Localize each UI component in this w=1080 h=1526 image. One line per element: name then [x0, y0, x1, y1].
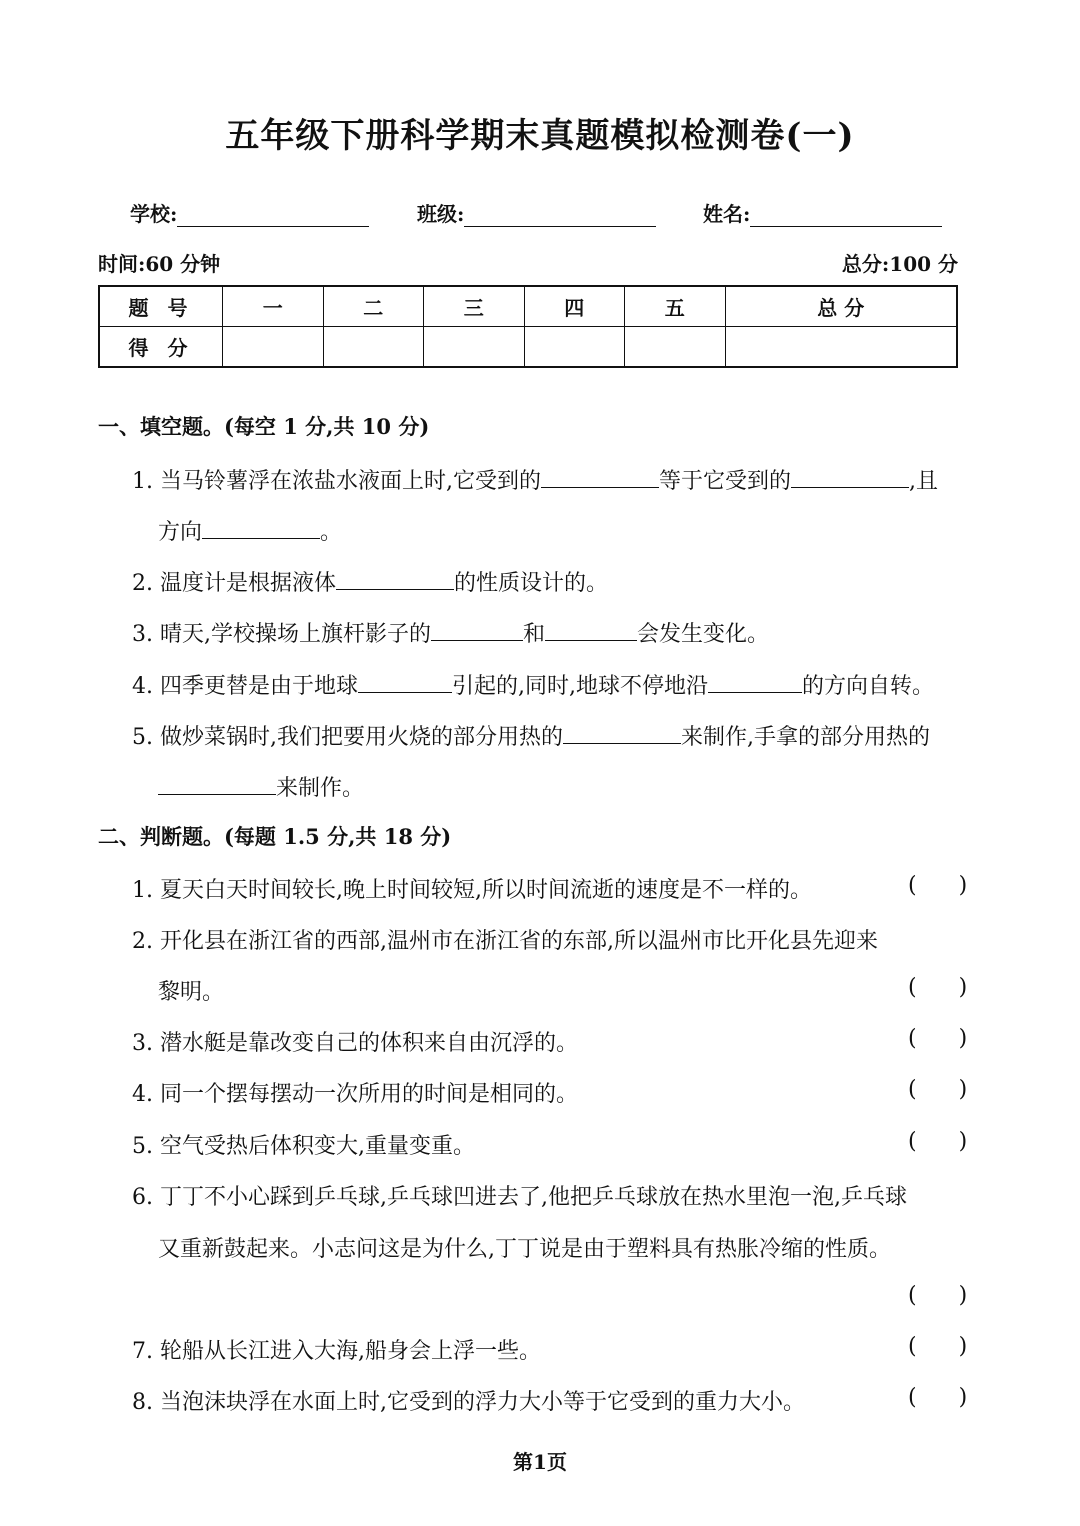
question-text: 的性质设计的。	[453, 571, 608, 596]
header-cell: 三	[424, 286, 525, 327]
question-text: 2. 温度计是根据液体	[132, 571, 336, 596]
class-input-line[interactable]	[464, 208, 656, 227]
answer-parentheses[interactable]	[908, 1283, 967, 1308]
fill-question-3	[132, 617, 769, 648]
score-row-label: 得 分	[99, 327, 223, 368]
paren-open: (	[908, 873, 917, 898]
question-text: 。	[320, 520, 343, 545]
header-cell: 总 分	[725, 286, 957, 327]
judge-question-8: 8. 当泡沫块浮在水面上时,它受到的浮力大小等于它受到的重力大小。	[132, 1390, 805, 1415]
judge-question-4: 4. 同一个摆每摆动一次所用的时间是相同的。	[132, 1082, 578, 1107]
question-text: 来制作,手拿的部分用热的	[680, 725, 930, 750]
paren-open: (	[908, 1283, 917, 1308]
paren-close: )	[958, 1077, 968, 1102]
answer-parentheses[interactable]	[908, 1026, 967, 1051]
fill-question-1	[132, 464, 938, 495]
answer-parentheses[interactable]	[908, 975, 967, 1000]
header-cell: 题 号	[99, 286, 223, 327]
answer-blank[interactable]	[336, 569, 454, 590]
judge-question-7: 7. 轮船从长江进入大海,船身会上浮一些。	[132, 1339, 541, 1364]
paren-close: )	[958, 1385, 968, 1410]
fill-question-2	[132, 566, 608, 597]
judge-question-2: 2. 开化县在浙江省的西部,温州市在浙江省的东部,所以温州市比开化县先迎来	[132, 929, 878, 954]
fill-question-4	[132, 669, 934, 700]
question-text: 4. 四季更替是由于地球	[132, 674, 358, 699]
score-cell[interactable]	[625, 327, 726, 368]
answer-blank[interactable]	[202, 518, 320, 539]
score-cell[interactable]	[725, 327, 957, 368]
name-field	[703, 198, 942, 227]
score-table-score-row	[99, 327, 957, 368]
header-cell: 一	[223, 286, 324, 327]
judge-question-1: 1. 夏天白天时间较长,晚上时间较短,所以时间流逝的速度是不一样的。	[132, 878, 812, 903]
score-cell[interactable]	[424, 327, 525, 368]
paren-close: )	[958, 975, 968, 1000]
fill-question-5-continued	[158, 771, 364, 802]
school-input-line[interactable]	[177, 208, 369, 227]
school-field	[130, 198, 369, 227]
section2-heading: 二、判断题。(每题 1.5 分,共 18 分)	[98, 824, 452, 849]
paren-open: (	[908, 975, 917, 1000]
question-text: 5. 做炒菜锅时,我们把要用火烧的部分用热的	[132, 725, 563, 750]
paren-close: )	[958, 1283, 968, 1308]
answer-blank[interactable]	[358, 672, 452, 693]
score-cell[interactable]	[524, 327, 625, 368]
answer-parentheses[interactable]	[908, 1385, 967, 1410]
paren-open: (	[908, 1385, 917, 1410]
question-text: 3. 晴天,学校操场上旗杆影子的	[132, 622, 431, 647]
answer-parentheses[interactable]	[908, 1077, 967, 1102]
class-label: 班级:	[417, 202, 465, 226]
paren-open: (	[908, 1077, 917, 1102]
paren-close: )	[958, 1129, 968, 1154]
score-table-header-row	[99, 286, 957, 327]
answer-blank[interactable]	[563, 723, 681, 744]
header-cell: 四	[524, 286, 625, 327]
question-text: 等于它受到的	[658, 469, 791, 494]
judge-question-6-continued: 又重新鼓起来。小志问这是为什么,丁丁说是由于塑料具有热胀冷缩的性质。	[158, 1237, 891, 1262]
answer-blank[interactable]	[791, 467, 909, 488]
paren-open: (	[908, 1026, 917, 1051]
question-text: 方向	[158, 520, 203, 545]
header-cell: 五	[625, 286, 726, 327]
judge-question-3: 3. 潜水艇是靠改变自己的体积来自由沉浮的。	[132, 1031, 578, 1056]
name-label: 姓名:	[703, 202, 751, 226]
section1-heading: 一、填空题。(每空 1 分,共 10 分)	[98, 414, 430, 439]
header-cell: 二	[323, 286, 424, 327]
judge-question-5: 5. 空气受热后体积变大,重量变重。	[132, 1134, 475, 1159]
answer-blank[interactable]	[431, 620, 523, 641]
exam-total-score: 总分:100 分	[841, 252, 958, 276]
question-text: 和	[522, 622, 545, 647]
class-field	[417, 198, 656, 227]
school-label: 学校:	[130, 202, 178, 226]
exam-time: 时间:60 分钟	[98, 252, 221, 276]
question-text: 的方向自转。	[801, 674, 934, 699]
answer-blank[interactable]	[545, 620, 637, 641]
answer-parentheses[interactable]	[908, 873, 967, 898]
name-input-line[interactable]	[750, 208, 942, 227]
question-text: 引起的,同时,地球不停地沿	[451, 674, 708, 699]
fill-question-1-continued	[158, 515, 342, 546]
paren-close: )	[958, 873, 968, 898]
answer-parentheses[interactable]	[908, 1129, 967, 1154]
answer-parentheses[interactable]	[908, 1334, 967, 1359]
answer-blank[interactable]	[708, 672, 802, 693]
question-text: 1. 当马铃薯浮在浓盐水液面上时,它受到的	[132, 469, 541, 494]
question-text: 会发生变化。	[637, 622, 770, 647]
exam-title: 五年级下册科学期末真题模拟检测卷(一)	[225, 116, 855, 156]
question-text: ,且	[909, 469, 938, 494]
paren-open: (	[908, 1334, 917, 1359]
fill-question-5	[132, 720, 930, 751]
score-cell[interactable]	[223, 327, 324, 368]
paren-open: (	[908, 1129, 917, 1154]
score-table	[98, 285, 958, 368]
answer-blank[interactable]	[158, 774, 276, 795]
paren-close: )	[958, 1026, 968, 1051]
question-text: 来制作。	[276, 776, 365, 801]
page-number: 第1页	[513, 1450, 567, 1474]
judge-question-2-continued: 黎明。	[158, 980, 225, 1005]
score-cell[interactable]	[323, 327, 424, 368]
paren-close: )	[958, 1334, 968, 1359]
judge-question-6: 6. 丁丁不小心踩到乒乓球,乒乓球凹进去了,他把乒乓球放在热水里泡一泡,乒乓球	[132, 1185, 907, 1210]
answer-blank[interactable]	[541, 467, 659, 488]
